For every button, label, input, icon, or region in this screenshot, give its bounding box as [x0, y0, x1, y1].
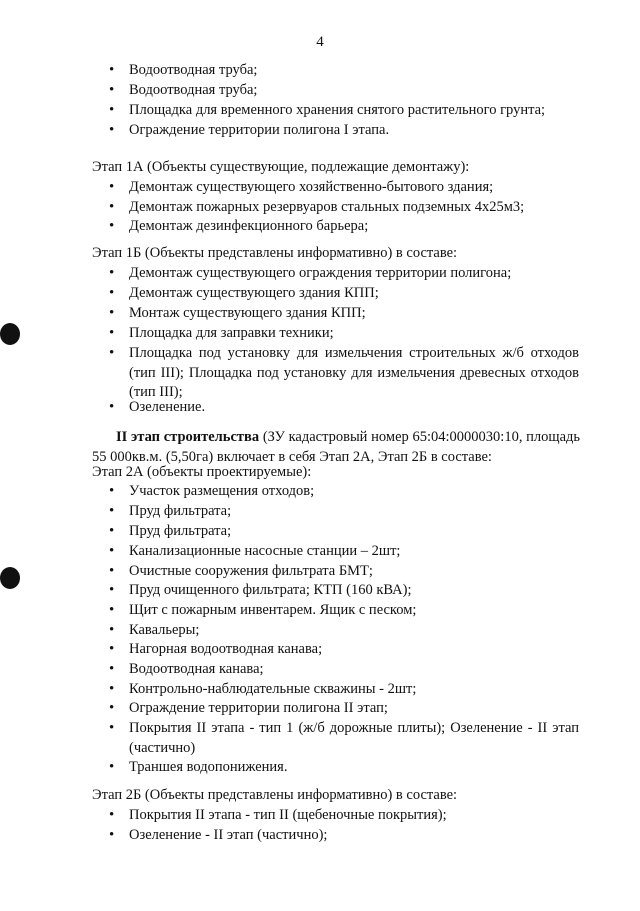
- list-item: • Озеленение - II этап (частично);: [129, 826, 579, 846]
- list-item: • Очистные сооружения фильтрата БМТ;: [129, 562, 579, 582]
- list-item: • Водоотводная канава;: [129, 660, 579, 680]
- stage-2-paragraph: [92, 428, 580, 467]
- list-item: • Пруд фильтрата;: [129, 522, 579, 542]
- list-item: • Контрольно-наблюдательные скважины - 2шт;: [129, 680, 579, 700]
- list-item: • Ограждение территории полигона I этапа.: [129, 121, 579, 141]
- list-item: • Озеленение.: [129, 398, 579, 418]
- page-number: 4: [316, 34, 324, 50]
- list-item: • Площадка под установку для измельчения строительных ж/б отходов (тип III); Площадка под установку для измельчения древесных отходов (тип III);: [129, 344, 579, 403]
- list-item: • Покрытия II этапа - тип 1 (ж/б дорожные плиты); Озеленение - II этап (частично): [129, 719, 579, 758]
- list-item: • Траншея водопонижения.: [129, 758, 579, 778]
- punch-hole-bottom: [0, 567, 20, 589]
- list-item: • Водоотводная труба;: [129, 61, 579, 81]
- list-item: • Пруд фильтрата;: [129, 502, 579, 522]
- stage-2b-heading: Этап 2Б (Объекты представлены информативно) в составе:: [92, 787, 458, 803]
- list-item: • Площадка для временного хранения снятого растительного грунта;: [129, 101, 579, 121]
- stage-1a-heading: Этап 1А (Объекты существующие, подлежащие демонтажу):: [92, 159, 470, 175]
- punch-hole-top: [0, 323, 20, 345]
- list-item: • Кавальеры;: [129, 621, 579, 641]
- stage-2a-heading: Этап 2А (объекты проектируемые):: [92, 464, 312, 480]
- list-item: • Ограждение территории полигона II этап;: [129, 699, 579, 719]
- list-item: • Демонтаж существующего хозяйственно-бытового здания;: [129, 178, 579, 198]
- list-item: • Нагорная водоотводная канава;: [129, 640, 579, 660]
- stage-2-title: II этап строительства: [116, 429, 260, 445]
- stage-1b-heading: Этап 1Б (Объекты представлены информативно) в составе:: [92, 245, 458, 261]
- list-item: • Покрытия II этапа - тип II (щебеночные покрытия);: [129, 806, 579, 826]
- list-item: • Монтаж существующего здания КПП;: [129, 304, 579, 324]
- list-item: • Демонтаж дезинфекционного барьера;: [129, 217, 579, 237]
- list-item: • Демонтаж пожарных резервуаров стальных подземных 4х25м3;: [129, 198, 579, 218]
- list-item: • Водоотводная труба;: [129, 81, 579, 101]
- list-item: • Демонтаж существующего ограждения территории полигона;: [129, 264, 579, 284]
- list-item: • Канализационные насосные станции – 2шт;: [129, 542, 579, 562]
- list-item: • Площадка для заправки техники;: [129, 324, 579, 344]
- stage-2-text: (ЗУ кадастровый номер 65:04:0000030:10, площадь 55 000кв.м. (5,50га) включает в себя Этап 2А, Этап 2Б в составе:: [92, 429, 581, 465]
- list-item: • Пруд очищенного фильтрата; КТП (160 кВА);: [129, 581, 579, 601]
- list-item: • Щит с пожарным инвентарем. Ящик с песком;: [129, 601, 579, 621]
- list-item: • Участок размещения отходов;: [129, 482, 579, 502]
- list-item: • Демонтаж существующего здания КПП;: [129, 284, 579, 304]
